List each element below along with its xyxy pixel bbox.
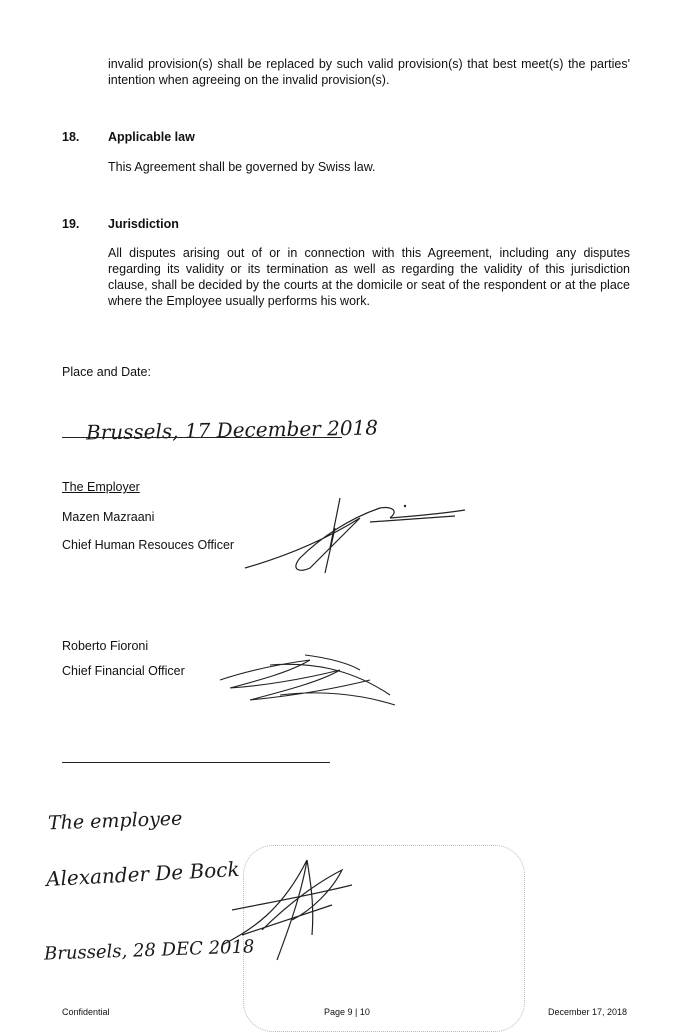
signatory-2-title: Chief Financial Officer: [62, 664, 185, 678]
footer-confidential: Confidential: [62, 1007, 110, 1017]
employer-heading: The Employer: [62, 480, 140, 494]
section-19-body: All disputes arising out of or in connection with this Agreement, including any disputes regarding its validity or its termination as well as regarding the validity of this jurisdiction clause, shall be decided by the courts at the domicile or seat of the respondent or at the place where the Employee usually performs his work.: [108, 246, 630, 308]
section-18-number: 18.: [62, 130, 80, 144]
place-date-signature-line: [62, 437, 342, 438]
section-18-title: Applicable law: [108, 130, 195, 144]
footer-date: December 17, 2018: [548, 1007, 628, 1017]
handwritten-employee-place-date: Brussels, 28 DEC 2018: [43, 936, 255, 965]
section-18-body: This Agreement shall be governed by Swiss law.: [108, 160, 376, 174]
signature-2: [210, 650, 400, 710]
employee-signature-line: [62, 762, 330, 763]
handwritten-employee-name: Alexander De Bock: [45, 856, 241, 892]
section-19-number: 19.: [62, 217, 80, 231]
signatory-1-name: Mazen Mazraani: [62, 510, 155, 524]
intro-paragraph: invalid provision(s) shall be replaced by such valid provision(s) that best meet(s) the parties' intention when agreeing on the invalid provision(s).: [108, 57, 630, 87]
signatory-2-name: Roberto Fioroni: [62, 639, 149, 653]
employee-signature: [212, 840, 362, 970]
section-19-title: Jurisdiction: [108, 217, 179, 231]
handwritten-place-date: Brussels, 17 December 2018: [85, 415, 379, 445]
place-date-label: Place and Date:: [62, 365, 151, 379]
footer-page-number: Page 9 | 10: [324, 1007, 370, 1017]
signature-1: [240, 488, 470, 578]
signatory-1-title: Chief Human Resouces Officer: [62, 538, 235, 552]
handwritten-employee-heading: The employee: [47, 807, 183, 835]
